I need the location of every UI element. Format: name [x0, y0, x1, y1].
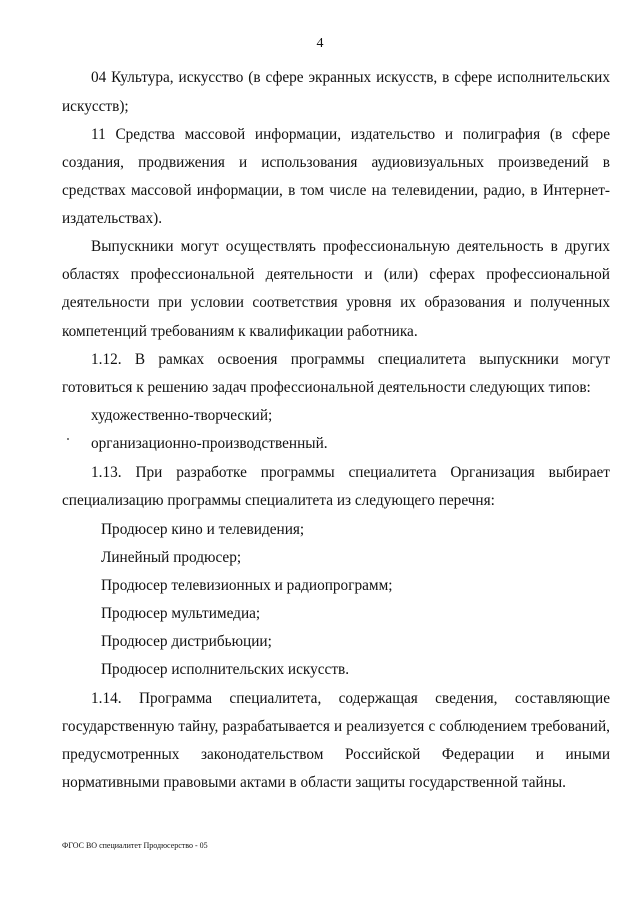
text-line: организационно-производственный. — [91, 435, 328, 452]
text-line: 04 Культура, искусство (в сфере экранных искусств, в сфере исполнительских — [91, 69, 610, 86]
list-item: Продюсер дистрибьюции; — [101, 633, 272, 650]
list-item: Продюсер телевизионных и радиопрограмм; — [101, 577, 393, 594]
text-line: 1.13. При разработке программы специалитета Организация выбирает — [91, 464, 610, 481]
text-line: компетенций требованиям к квалификации работника. — [62, 323, 418, 340]
text-line: издательствах). — [62, 210, 163, 227]
text-line: Выпускники могут осуществлять профессиональную деятельность в других — [91, 238, 610, 255]
text-line: нормативными правовыми актами в области защиты государственной тайны. — [62, 774, 566, 791]
text-line: готовиться к решению задач профессиональной деятельности следующих типов: — [62, 379, 591, 396]
footer-note: ФГОС ВО специалитет Продюсерство - 05 — [62, 841, 208, 850]
text-line: создания, продвижения и использования аудиовизуальных произведений в — [62, 154, 610, 171]
text-line: искусств); — [62, 98, 129, 115]
text-line: художественно-творческий; — [91, 407, 273, 424]
page-number: 4 — [316, 36, 324, 51]
text-line: деятельности при условии соответствия уровня их образования и полученных — [62, 294, 610, 311]
text-line: предусмотренных законодательством Российской Федерации и иными — [62, 746, 610, 763]
text-line: специализацию программы специалитета из следующего перечня: — [62, 492, 495, 509]
text-line: 11 Средства массовой информации, издательство и полиграфия (в сфере — [91, 126, 610, 143]
list-item: Продюсер кино и телевидения; — [101, 521, 305, 538]
text-line: государственную тайну, разрабатывается и реализуется с соблюдением требований, — [62, 718, 610, 735]
text-line: 1.14. Программа специалитета, содержащая сведения, составляющие — [91, 690, 610, 707]
text-line: областях профессиональной деятельности и (или) сферах профессиональной — [62, 266, 610, 283]
list-item: Продюсер мультимедиа; — [101, 605, 261, 622]
list-item: Продюсер исполнительских искусств. — [101, 661, 350, 678]
scan-mark — [67, 438, 69, 440]
text-line: средствах массовой информации, в том числе на телевидении, радио, в Интернет- — [62, 182, 610, 199]
text-line: 1.12. В рамках освоения программы специалитета выпускники могут — [91, 351, 610, 368]
list-item: Линейный продюсер; — [101, 549, 242, 566]
